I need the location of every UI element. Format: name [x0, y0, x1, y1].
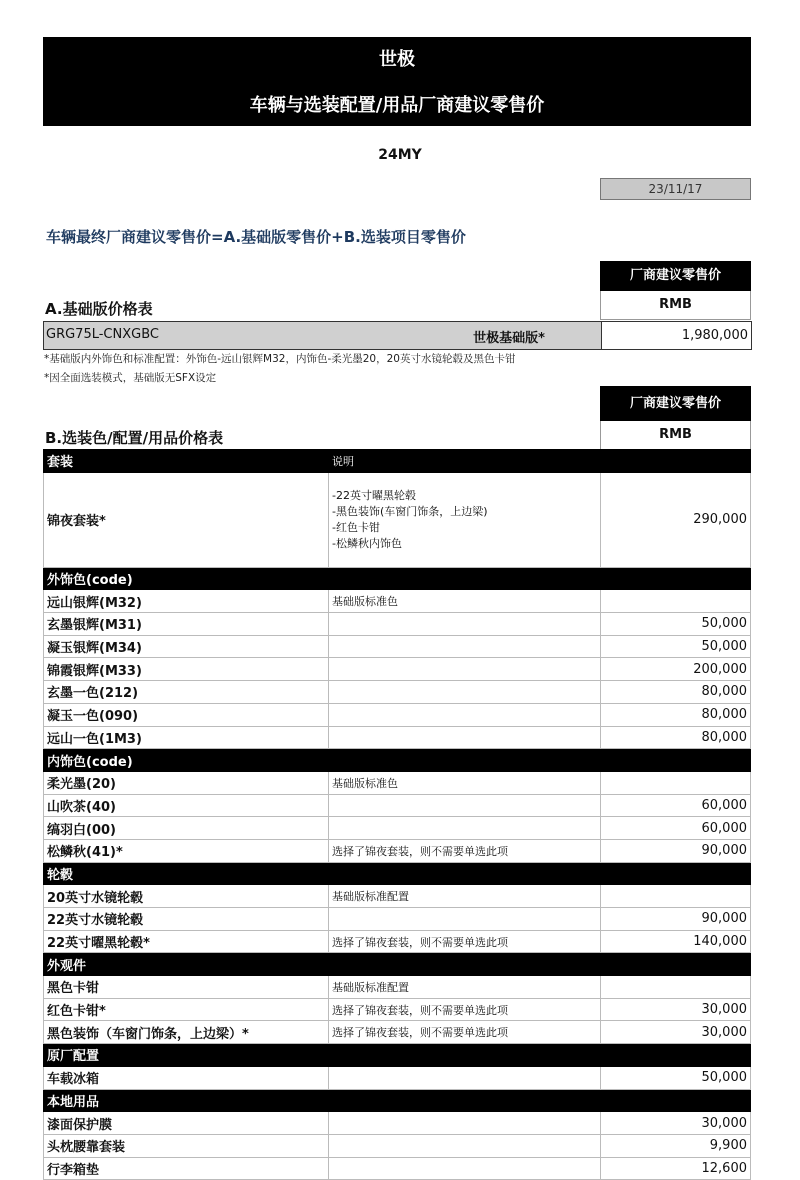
package-desc-line: -黑色装饰(车窗门饰条，上边梁): [332, 504, 488, 518]
table-row: [44, 1112, 751, 1135]
option-name: 红色卡钳*: [44, 998, 329, 1021]
option-price: 12,600: [601, 1157, 751, 1180]
option-name: 行李箱垫: [44, 1157, 329, 1180]
option-description: [329, 749, 601, 772]
category-name: 本地用品: [44, 1089, 329, 1112]
table-row: [44, 590, 751, 613]
option-price: 50,000: [601, 613, 751, 636]
option-description: [329, 1089, 601, 1112]
option-name: 远山一色(1M3): [44, 726, 329, 749]
table-row: [44, 885, 751, 908]
category-row: [44, 953, 751, 976]
package-desc-line: -松鳞秋内饰色: [332, 536, 402, 550]
currency-a: RMB: [600, 291, 751, 320]
option-price: 60,000: [601, 794, 751, 817]
option-description: [329, 953, 601, 976]
option-description: [329, 1066, 601, 1089]
category-name: 外饰色(code): [44, 567, 329, 590]
option-price: 140,000: [601, 930, 751, 953]
table-row: [44, 703, 751, 726]
table-row: [44, 998, 751, 1021]
option-name: 黑色卡钳: [44, 976, 329, 999]
category-row: [44, 862, 751, 885]
option-description: [329, 1044, 601, 1067]
section-a-title: A.基础版价格表: [45, 300, 153, 318]
option-name: 漆面保护膜: [44, 1112, 329, 1135]
table-row: [44, 817, 751, 840]
option-description: 选择了锦夜套装，则不需要单选此项: [329, 839, 601, 862]
model-year: 24MY: [378, 147, 422, 163]
option-price: [601, 749, 751, 772]
option-name: 20英寸水镜轮毂: [44, 885, 329, 908]
category-name: 原厂配置: [44, 1044, 329, 1067]
option-description: [329, 726, 601, 749]
base-model-price: 1,980,000: [601, 322, 751, 349]
option-description: 基础版标准配置: [329, 976, 601, 999]
option-price: 200,000: [601, 658, 751, 681]
option-name: 凝玉银辉(M34): [44, 635, 329, 658]
option-price: [601, 862, 751, 885]
document-subtitle: 车辆与选装配置/用品厂商建议零售价: [249, 95, 545, 116]
description-header-label: 说明: [329, 450, 601, 473]
table-row: [44, 976, 751, 999]
date-badge: 23/11/17: [600, 178, 751, 200]
package-row: [44, 472, 751, 567]
option-description: 基础版标准色: [329, 590, 601, 613]
option-description: [329, 635, 601, 658]
option-description: [329, 817, 601, 840]
option-description: 选择了锦夜套装，则不需要单选此项: [329, 998, 601, 1021]
price-formula: 车辆最终厂商建议零售价=A.基础版零售价+B.选装项目零售价: [46, 228, 466, 246]
base-model-code: GRG75L-CNXGBC: [46, 327, 159, 342]
option-price: [601, 953, 751, 976]
option-price: 90,000: [601, 908, 751, 931]
table-row: [44, 726, 751, 749]
table-row: [44, 681, 751, 704]
option-description: [329, 681, 601, 704]
option-description: [329, 703, 601, 726]
base-model-name: 世极基础版*: [473, 331, 545, 346]
option-price: 80,000: [601, 703, 751, 726]
option-name: 松鳞秋(41)*: [44, 839, 329, 862]
price-header-b: 厂商建议零售价: [600, 386, 751, 421]
option-description: [329, 1112, 601, 1135]
option-price: 80,000: [601, 726, 751, 749]
package-description: [329, 472, 601, 567]
table-row: [44, 658, 751, 681]
table-row: [44, 771, 751, 794]
option-description: [329, 613, 601, 636]
table-row: [44, 1066, 751, 1089]
table-row: [44, 839, 751, 862]
option-price: [601, 885, 751, 908]
option-description: 选择了锦夜套装，则不需要单选此项: [329, 930, 601, 953]
option-name: 锦霞银辉(M33): [44, 658, 329, 681]
options-price-table: [43, 449, 751, 1180]
table-row: [44, 930, 751, 953]
category-row: [44, 1044, 751, 1067]
option-price: 50,000: [601, 1066, 751, 1089]
title-banner: [43, 37, 751, 126]
option-description: 选择了锦夜套装，则不需要单选此项: [329, 1021, 601, 1044]
category-name: 外观件: [44, 953, 329, 976]
option-price: 30,000: [601, 1112, 751, 1135]
option-name: 远山银辉(M32): [44, 590, 329, 613]
option-name: 凝玉一色(090): [44, 703, 329, 726]
table-row: [44, 794, 751, 817]
option-name: 车载冰箱: [44, 1066, 329, 1089]
option-name: 22英寸水镜轮毂: [44, 908, 329, 931]
option-name: 玄墨一色(212): [44, 681, 329, 704]
table-row: [44, 1157, 751, 1180]
package-header-label: 套装: [44, 450, 329, 473]
option-description: [329, 567, 601, 590]
option-name: 玄墨银辉(M31): [44, 613, 329, 636]
table-row: [44, 1134, 751, 1157]
category-name: 轮毂: [44, 862, 329, 885]
option-price: 9,900: [601, 1134, 751, 1157]
option-name: 头枕腰靠套装: [44, 1134, 329, 1157]
package-name: 锦夜套装*: [44, 472, 329, 567]
option-price: 50,000: [601, 635, 751, 658]
package-desc-line: -红色卡钳: [332, 520, 380, 534]
package-price: 290,000: [601, 472, 751, 567]
currency-b: RMB: [600, 421, 751, 450]
option-name: 山吹茶(40): [44, 794, 329, 817]
package-header-row: [44, 450, 751, 473]
base-note-2: *因全面选装模式，基础版无SFX设定: [44, 372, 217, 384]
option-price: [601, 771, 751, 794]
option-price: [601, 590, 751, 613]
option-description: [329, 862, 601, 885]
table-row: [44, 613, 751, 636]
brand-title: 世极: [379, 49, 415, 70]
option-price: [601, 567, 751, 590]
option-description: 基础版标准配置: [329, 885, 601, 908]
option-price: 80,000: [601, 681, 751, 704]
base-note-1: *基础版内外饰色和标准配置：外饰色-远山银辉M32，内饰色-柔光墨20，20英寸水镜轮毂及黑色卡钳: [44, 353, 516, 365]
category-row: [44, 1089, 751, 1112]
option-name: 22英寸曜黑轮毂*: [44, 930, 329, 953]
option-price: 60,000: [601, 817, 751, 840]
section-b-title: B.选装色/配置/用品价格表: [45, 429, 224, 447]
option-description: [329, 1157, 601, 1180]
option-price: [601, 1089, 751, 1112]
category-name: 内饰色(code): [44, 749, 329, 772]
category-row: [44, 567, 751, 590]
option-name: 黑色装饰（车窗门饰条，上边梁）*: [44, 1021, 329, 1044]
option-price: 30,000: [601, 1021, 751, 1044]
option-name: 缟羽白(00): [44, 817, 329, 840]
option-description: [329, 794, 601, 817]
table-row: [44, 908, 751, 931]
category-row: [44, 749, 751, 772]
option-price: [601, 1044, 751, 1067]
option-price: 30,000: [601, 998, 751, 1021]
package-desc-line: -22英寸曜黑轮毂: [332, 488, 416, 502]
base-model-row: [43, 321, 752, 350]
option-price: [601, 976, 751, 999]
option-price: 90,000: [601, 839, 751, 862]
option-description: 基础版标准色: [329, 771, 601, 794]
option-description: [329, 908, 601, 931]
table-row: [44, 1021, 751, 1044]
price-header-a: 厂商建议零售价: [600, 261, 751, 291]
option-description: [329, 658, 601, 681]
option-name: 柔光墨(20): [44, 771, 329, 794]
table-row: [44, 635, 751, 658]
option-description: [329, 1134, 601, 1157]
